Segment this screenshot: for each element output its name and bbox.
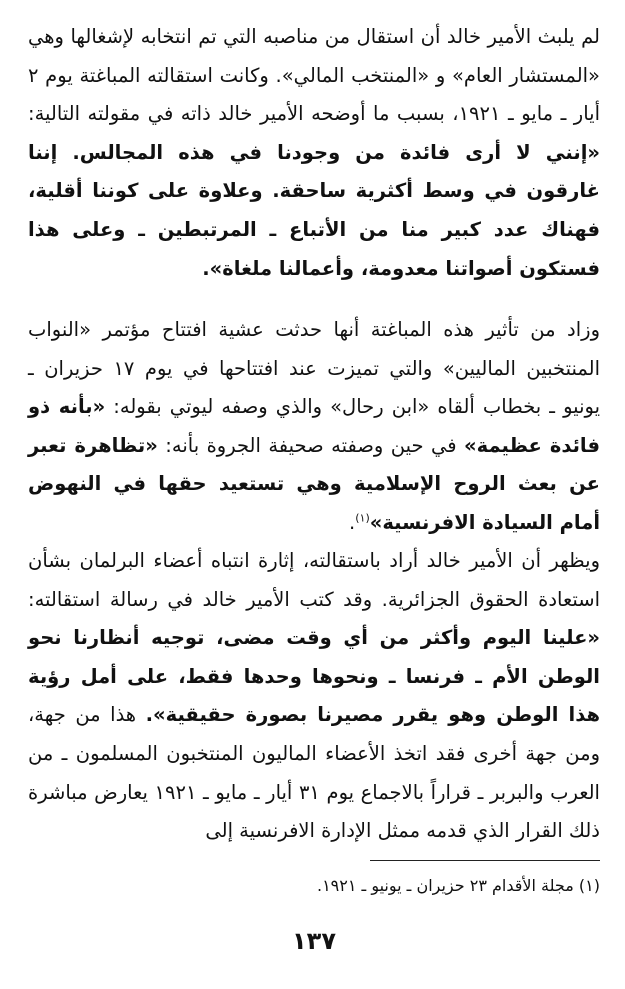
page-number: ١٣٧ <box>292 927 336 955</box>
footnote: (١) مجلة الأقدام ٢٣ حزيران ـ يونيو ـ ١٩٢١. <box>316 876 600 895</box>
body-text: لم يلبث الأمير خالد أن استقال من مناصبه التي تم انتخابه لإشغالها وهي «المستشار العام» و «المنتخب المالي». وكانت استقالته المباغتة يوم ٢ أيار ـ مايو ـ ١٩٢١، بسبب ما أوضحه الأمير خالد ذاته في مقولته التالية: <box>28 25 601 126</box>
book-page <box>28 18 600 978</box>
paragraph-2 <box>28 311 600 543</box>
body-text: وزاد من تأثير هذه المباغتة أنها حدثت عشية افتتاح مؤتمر «النواب المنتخبين الماليين» والتي تميزت عند افتتاحها في يوم ١٧ حزيران ـ يونيو ـ بخطاب ألقاه «ابن رحال» والذي وصفه ليوتي بقوله: <box>28 318 600 419</box>
body-text: . <box>349 510 356 534</box>
footnote-divider <box>370 860 600 861</box>
body-text: ويظهر أن الأمير خالد أراد باستقالته، إثارة انتباه أعضاء البرلمان بشأن استعادة الحقوق الجزائرية. وقد كتب الأمير خالد في رسالة استقالته: <box>28 549 600 611</box>
quoted-text: «تظاهرة تعبر عن بعث الروح الإسلامية وهي تستعيد حقها في النهوض أمام السيادة الافرنسية» <box>28 433 600 534</box>
paragraph-1 <box>28 18 600 288</box>
quoted-text: «بأنه ذو فائدة عظيمة» <box>28 395 601 457</box>
body-text: في حين وصفته صحيفة الجروة بأنه: <box>157 433 465 457</box>
footnote-reference: (١) <box>355 511 370 525</box>
quoted-text: «علينا اليوم وأكثر من أي وقت مضى، توجيه أنظارنا نحو الوطن الأم ـ فرنسا ـ ونحوها وحدها فقط، على أمل رؤية هذا الوطن وهو يقرر مصيرنا بصورة حقيقية». <box>28 626 600 727</box>
paragraph-3 <box>28 542 600 851</box>
body-text: هذا من جهة، ومن جهة أخرى فقد اتخذ الأعضاء الماليون المنتخبون المسلمون ـ من العرب والبربر ـ قراراً بالاجماع يوم ٣١ أيار ـ مايو ـ ١٩٢١ يعارض مباشرة ذلك القرار الذي قدمه ممثل الإدارة الافرنسية إلى <box>28 703 600 843</box>
quoted-text: «إنني لا أرى فائدة من وجودنا في هذه المجالس. إننا غارقون في وسط أكثرية ساحقة. وعلاوة على كوننا أقلية، فهناك عدد كبير منا من الأتباع ـ المرتبطين ـ وعلى هذا فستكون أصواتنا معدومة، وأعمالنا ملغاة». <box>28 140 600 280</box>
